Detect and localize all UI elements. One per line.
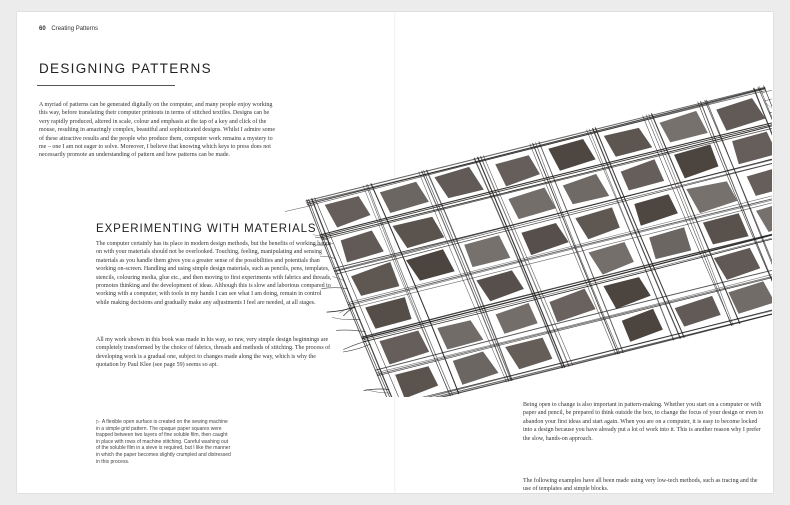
paper-square	[549, 289, 595, 323]
materials-paragraph-1: The computer certainly has its place in modern design methods, but the benefits of working hands-on with your materials should not be overlooked. Touching, feeling, manipulating and sensing materials as you handle them gives you a greater sense of the possibilities and potentials than working on-screen. Handling and using simple design materials, such as pencils, pens, templates, stencils, colouring media, glue etc., and then moving to first experiments with fabrics and threads, promotes thinking and the development of ideas. Although this is slow and laborious compared to working with a computer, with tools in my hands I can see what I am doing, remain in control while making decisions and gradually make any adjustments I feel are needed, at all stages.	[96, 241, 334, 306]
right-paragraph-1: Being open to change is also important in pattern-making. Whether you start on a computer or with paper and pencil, be prepared to think outside the box, to change the focus of your design or even to abandon your first ideas and start again. When you are on a computer, it is easy to become locked into a design because you have already put a lot of work into it. This is another reason why I prefer the slow, hands-on approach.	[523, 402, 764, 442]
paper-square	[548, 139, 595, 171]
thread-line	[319, 121, 772, 235]
heading-underline	[37, 85, 175, 86]
paper-square	[380, 331, 430, 365]
paper-square	[563, 174, 609, 204]
paper-square	[660, 111, 708, 142]
paper-square	[575, 207, 620, 239]
paper-square	[325, 196, 371, 227]
paper-square	[395, 366, 438, 397]
thread-line	[336, 330, 365, 332]
paper-square	[453, 352, 499, 385]
paper-square	[747, 167, 772, 196]
paper-square	[406, 249, 455, 280]
heading-designing-patterns: DESIGNING PATTERNS	[39, 61, 212, 76]
paper-square	[674, 144, 719, 178]
paper-square	[476, 270, 524, 301]
thread-line	[334, 155, 772, 271]
paper-square	[495, 155, 540, 186]
photo-caption	[96, 419, 232, 465]
paper-square	[686, 181, 737, 213]
right-paragraph-2: The following examples have all been made using very low-tech methods, such as tracing and the use of templates and simple blocks.	[523, 478, 758, 493]
caption-text: A flexible open surface is created on the sewing machine in a simple grid pattern. The opaque paper squares were trapped between two layers of fine soluble film, then caught in place with rows of machine stitching. Careful washing out of the soluble film in a sieve is required, but I like the manner in which the paper becomes slightly crumpled and distressed in this process.	[96, 419, 231, 465]
running-title: Creating Patterns	[51, 26, 99, 32]
materials-paragraph-2: All my work shown in this book was made in his way, so raw, very simple design beginnings are completely transformed by the choice of fabrics, threads and methods of stitching. The process of developing work is a gradual one, subject to changes made along the way, which is why the quotation by Paul Klee (see page 59) seems so apt.	[96, 337, 331, 369]
caption-arrow-icon: ▷	[96, 419, 100, 425]
thread-line	[364, 389, 390, 390]
running-header	[39, 26, 98, 32]
paper-square	[603, 277, 650, 309]
paper-square	[351, 262, 399, 296]
thread-line	[306, 87, 766, 201]
thread-line	[312, 245, 329, 246]
heading-experimenting-with-materials: EXPERIMENTING WITH MATERIALS	[96, 223, 317, 235]
paper-square	[703, 213, 749, 244]
paper-square	[365, 297, 411, 329]
page-number: 60	[39, 26, 46, 32]
paper-square	[380, 182, 429, 213]
thread-line	[363, 226, 772, 342]
paper-square	[437, 320, 483, 349]
textile-photo	[272, 52, 772, 397]
paper-square	[508, 188, 556, 220]
thread-line	[332, 317, 360, 319]
book-spread	[17, 12, 773, 493]
paper-square	[604, 128, 652, 157]
thread-line	[320, 256, 336, 259]
paper-square	[675, 296, 721, 327]
thread-line	[285, 205, 313, 211]
intro-paragraph: A myriad of patterns can be generated digitally on the computer, and many people enjoy working this way, before translating their computer printouts in terms of stitched textiles. Designs can be very rapidly produced, altered in scale, colour and emphasis at the tap of a key and click of the mouse, resulting in amazingly complex, beautiful and sophisticated designs. Whilst I admire some of these attractive results and the people who produce them, computer work remains a mystery to me – one I am not eager to solve. Moreover, I believe that knowing which keys to press does not necessarily promote an understanding of pattern and how patterns can be made.	[39, 102, 276, 159]
